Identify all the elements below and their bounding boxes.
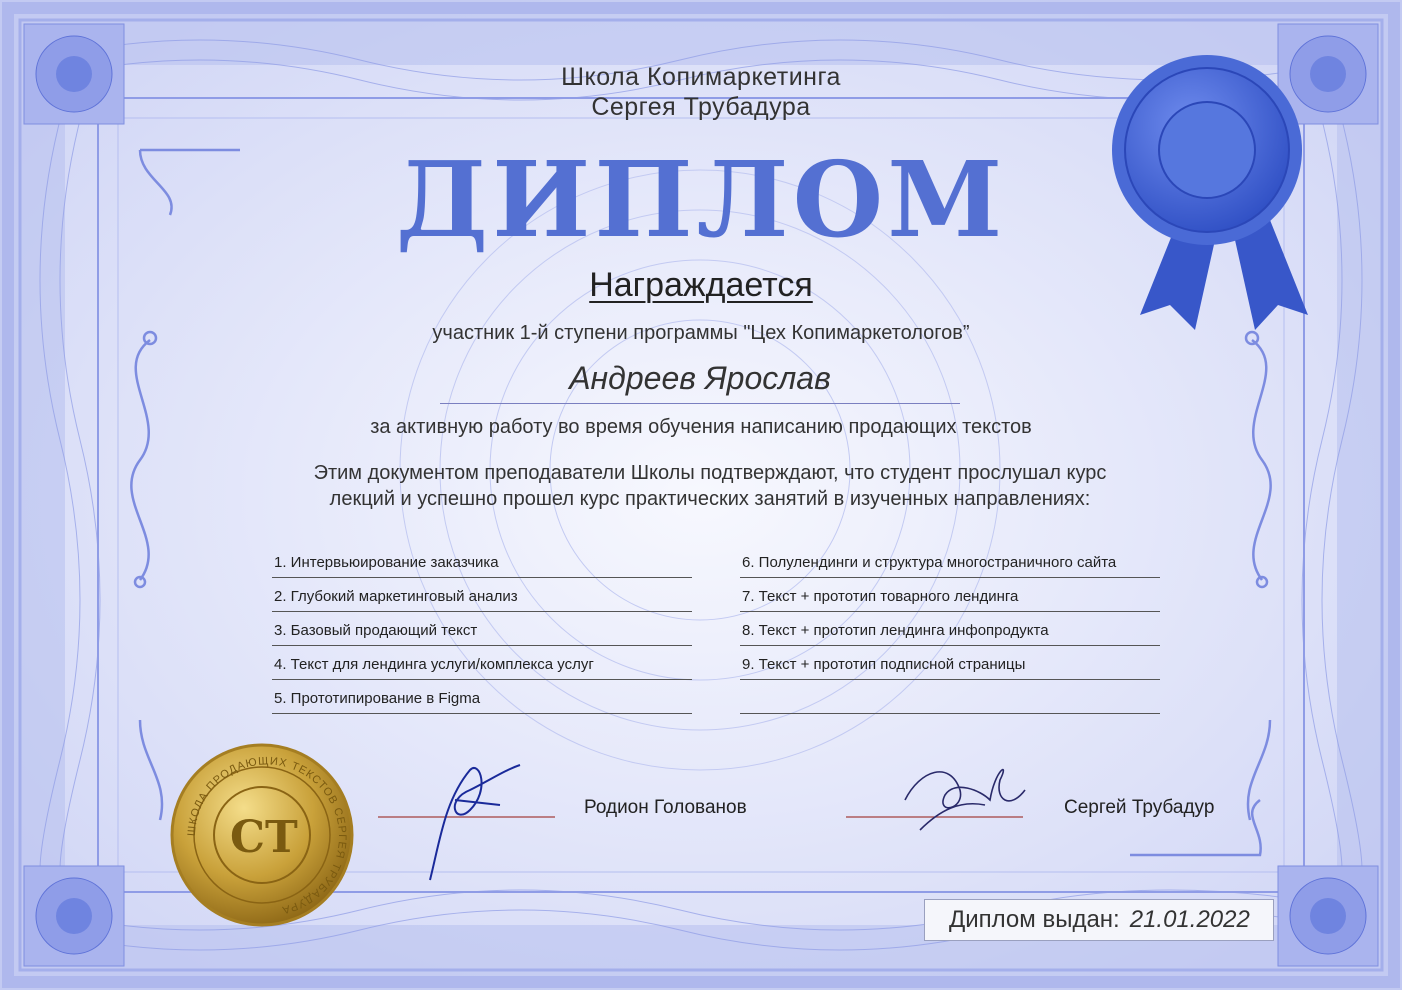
signatory-2: Сергей Трубадур (1064, 797, 1215, 818)
issued-label: Диплом выдан: (949, 906, 1120, 933)
list-item: 2. Глубокий маркетинговый анализ (272, 578, 692, 612)
courses-right-list (740, 544, 1160, 714)
list-item: 9. Текст + прототип подписной страницы (740, 646, 1160, 680)
award-label: Награждается (589, 266, 813, 304)
description-line-2: лекций и успешно прошел курс практических занятий в изученных направлениях: (329, 488, 1091, 510)
issued-date: 21.01.2022 (1129, 906, 1250, 933)
list-item: 8. Текст + прототип лендинга инфопродукта (740, 612, 1160, 646)
school-name-line-1: Школа Копимаркетинга (561, 63, 841, 91)
list-item: 4. Текст для лендинга услуги/комплекса услуг (272, 646, 692, 680)
participant-line: участник 1-й ступени программы "Цех Копимаркетологов” (432, 322, 970, 344)
school-name-line-2: Сергея Трубадура (591, 93, 811, 121)
list-item: 5. Прототипирование в Figma (272, 680, 692, 714)
list-item (740, 680, 1160, 714)
diploma-title: ДИПЛОМ (395, 138, 1007, 261)
recipient-name: Андреев Ярослав (440, 360, 960, 404)
list-item: 3. Базовый продающий текст (272, 612, 692, 646)
svg-text:ШКОЛА ПРОДАЮЩИХ ТЕКСТОВ СЕРГЕЯ: ШКОЛА ПРОДАЮЩИХ ТЕКСТОВ СЕРГЕЯ ТРУБАДУРА (185, 755, 349, 916)
list-item: 6. Полулендинги и структура многостраничного сайта (740, 544, 1160, 578)
description (270, 460, 1150, 512)
svg-text:CT: CT (230, 812, 298, 863)
list-item: 7. Текст + прототип товарного лендинга (740, 578, 1160, 612)
school-name (0, 62, 1402, 122)
signatory-1: Родион Голованов (584, 797, 747, 818)
description-line-1: Этим документом преподаватели Школы подтверждают, что студент прослушал курс (313, 462, 1107, 484)
gold-seal-icon (172, 745, 352, 925)
courses-left-list (272, 544, 692, 714)
list-item: 1. Интервьюирование заказчика (272, 544, 692, 578)
issued-box (924, 899, 1274, 941)
award-reason: за активную работу во время обучения написанию продающих текстов (370, 416, 1032, 438)
